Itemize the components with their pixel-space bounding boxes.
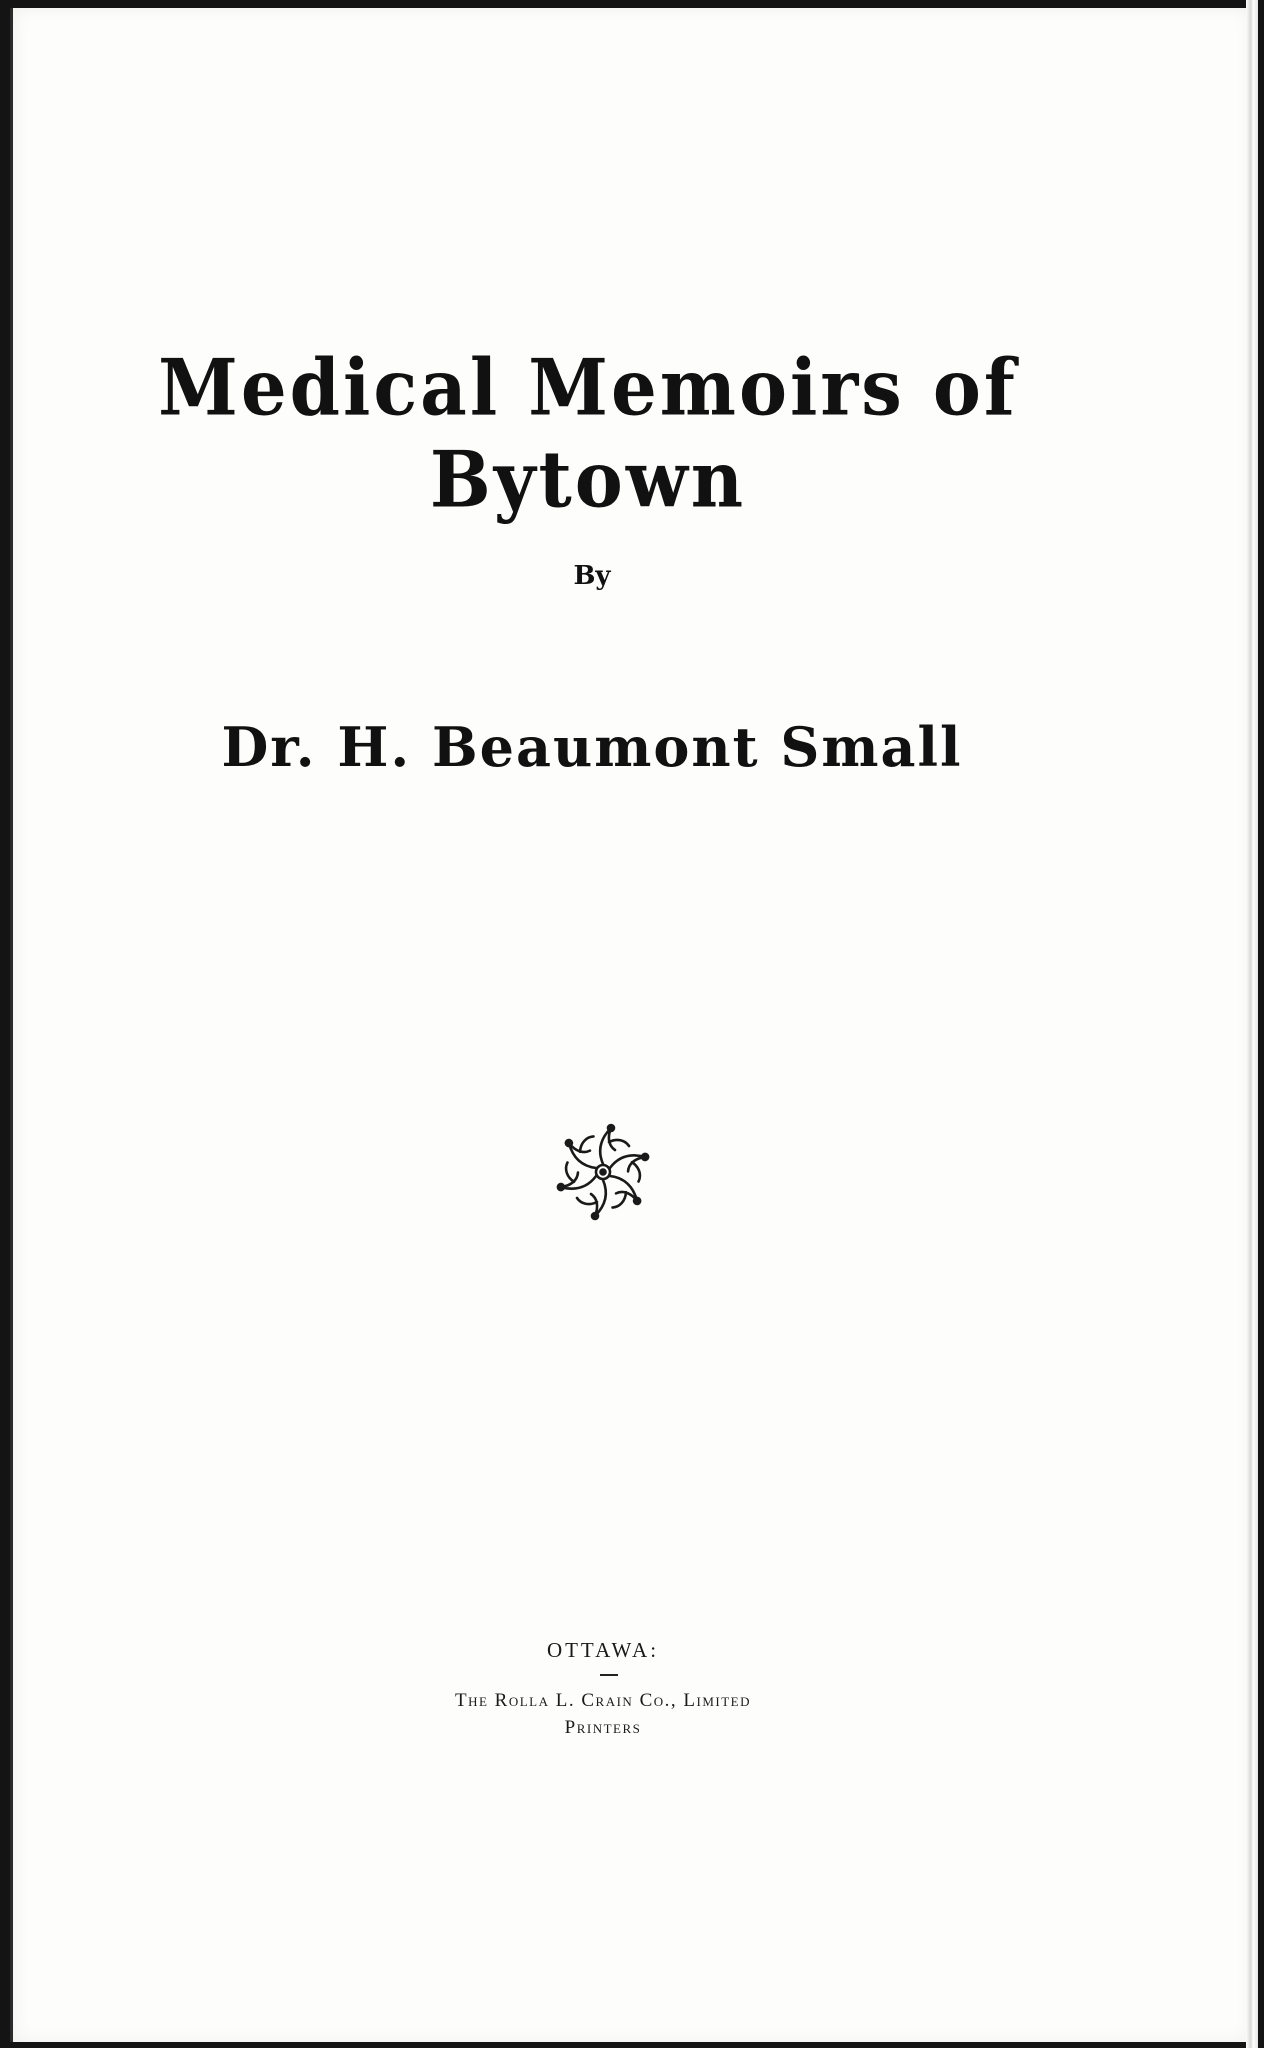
author-name: Dr. H. Beaumont Small [221,715,963,779]
imprint-printer: The Rolla L. Crain Co., Limited [455,1690,751,1711]
title-page [10,8,1251,2042]
page-edge [1246,0,1258,2048]
floral-ornament-icon [551,1120,655,1224]
imprint-divider [600,1674,618,1676]
imprint-place: OTTAWA: [546,1638,660,1662]
imprint-role: Printers [564,1717,642,1738]
by-line: By [573,561,611,591]
book-title: Medical Memoirs of Bytown [158,341,1018,525]
